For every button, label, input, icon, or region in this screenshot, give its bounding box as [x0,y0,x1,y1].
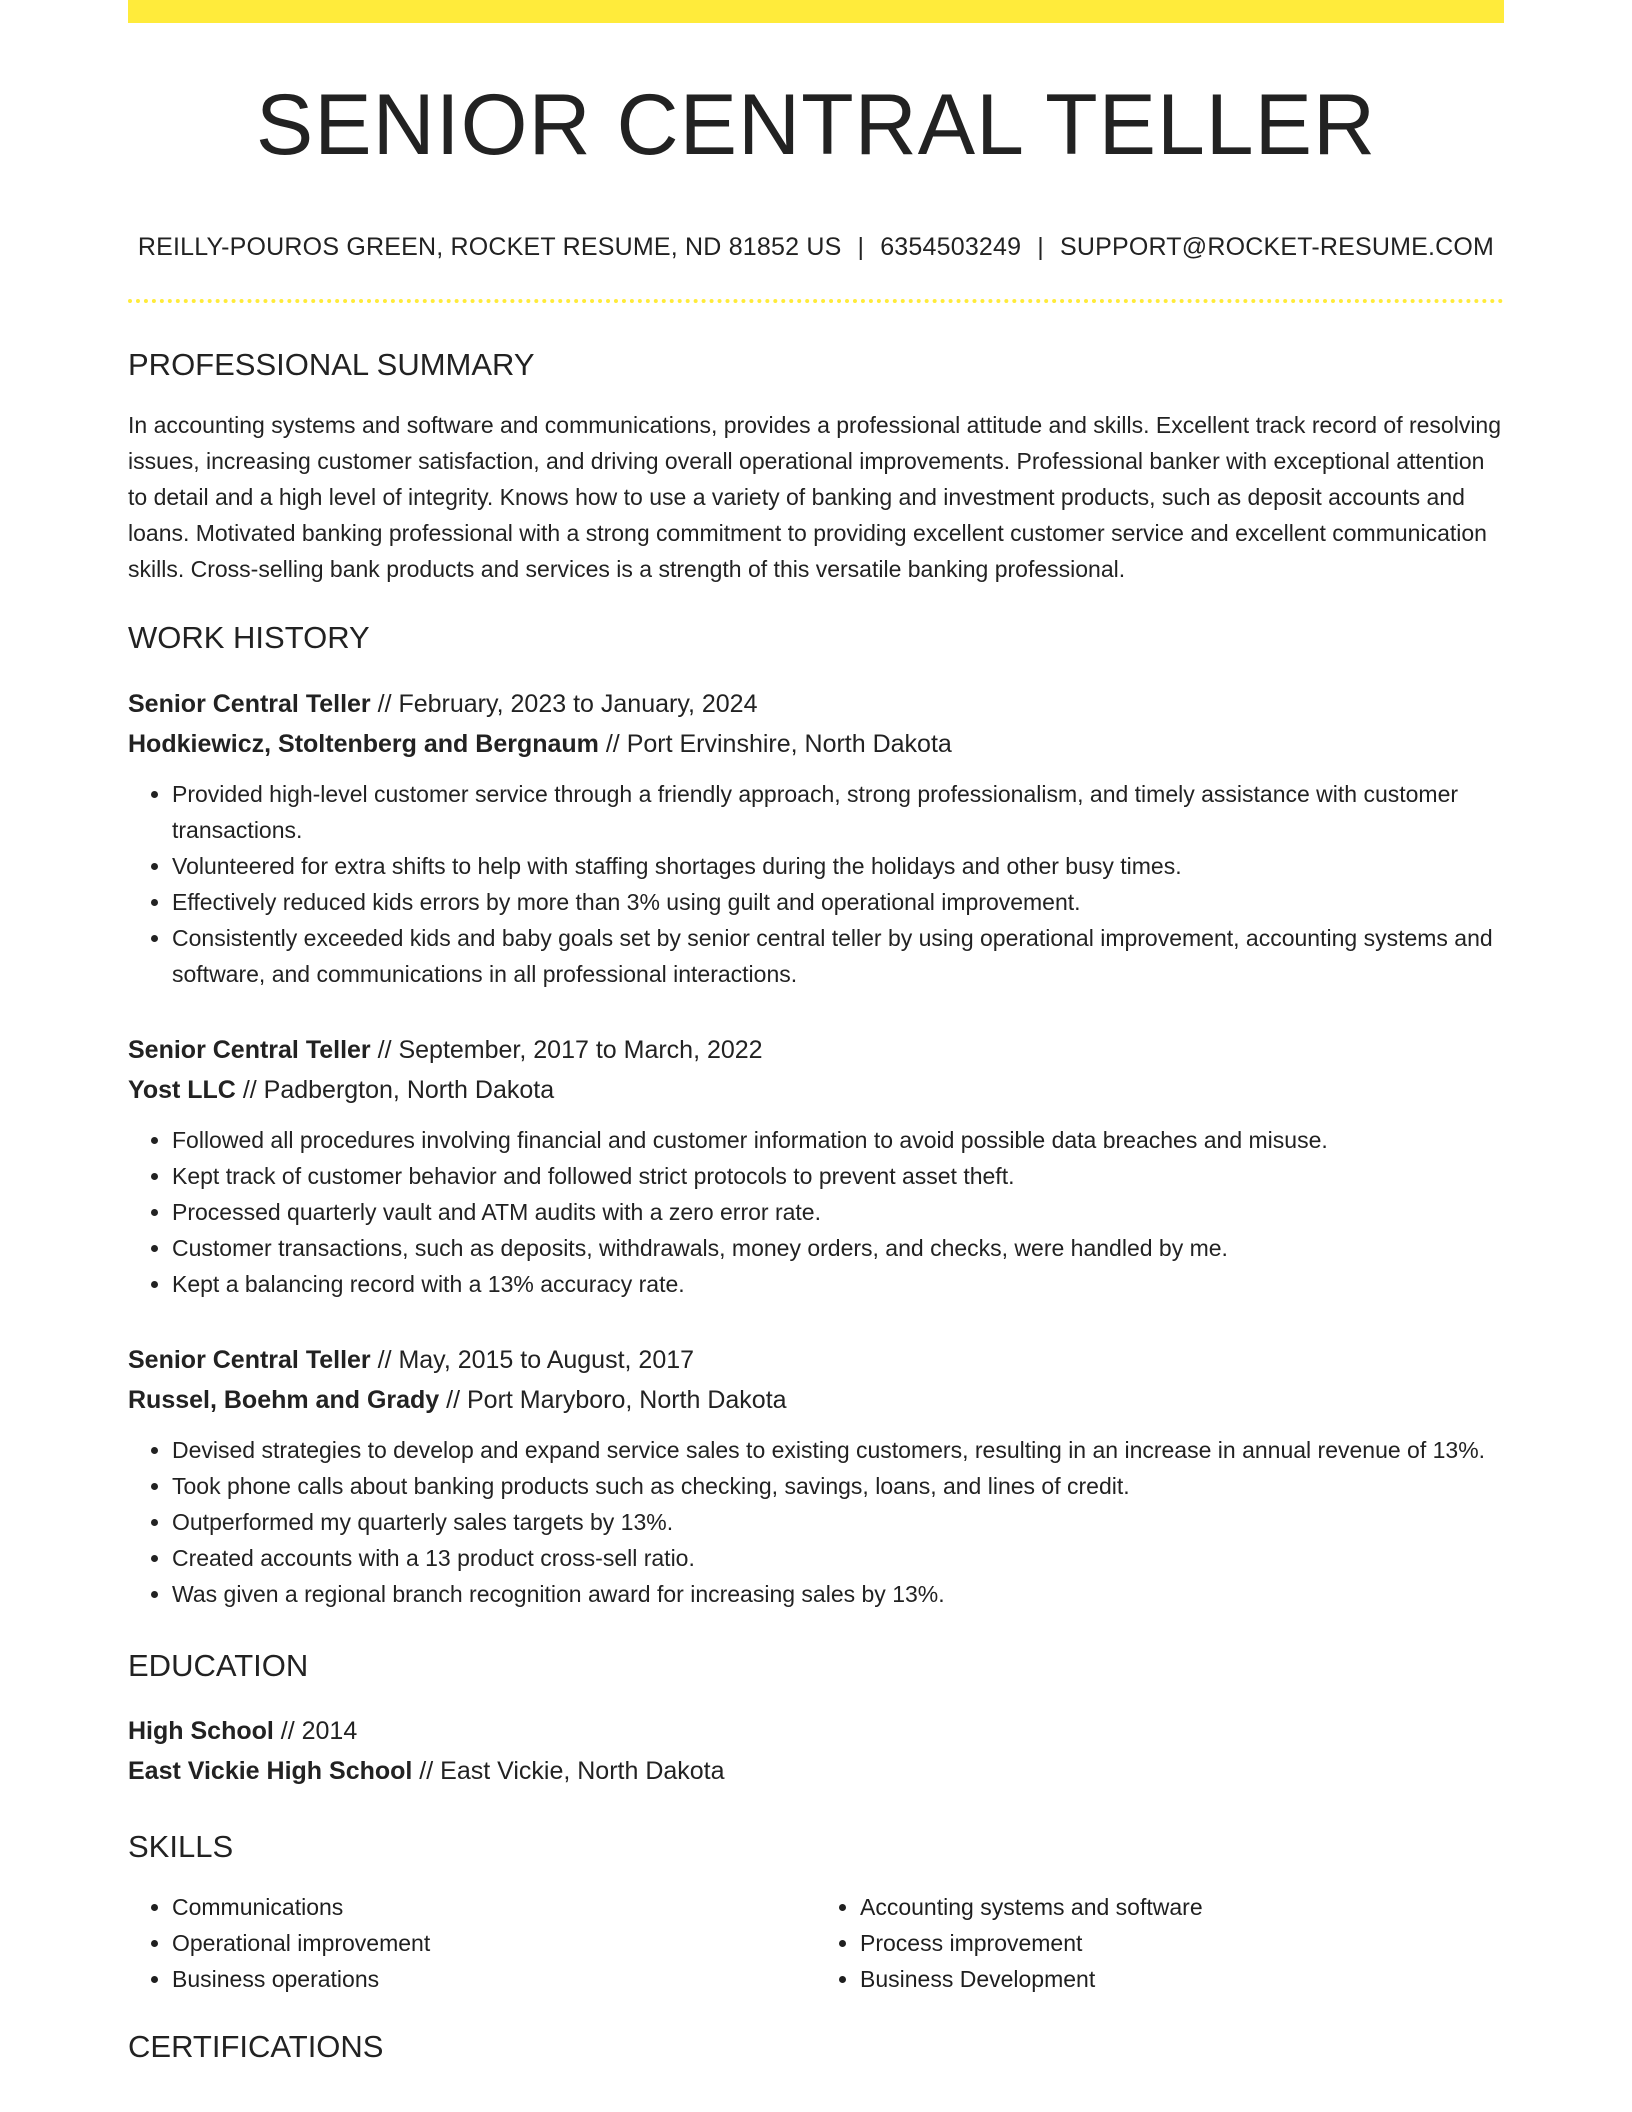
job-bullet: • Took phone calls about banking products such as checking, savings, loans, and lines of credit. [172,1468,1504,1504]
contact-line [128,235,1504,260]
summary-section-title: PROFESSIONAL SUMMARY [128,347,535,382]
education-school: East Vickie High School [128,1757,413,1785]
job-bullets [128,776,1504,992]
job-bullet: • Kept track of customer behavior and followed strict protocols to prevent asset theft. [172,1158,1504,1194]
skill-item: • Business operations [172,1961,816,1997]
job-title-line [128,684,1504,724]
education-location: // East Vickie, North Dakota [412,1757,725,1785]
job-role: Senior Central Teller [128,1346,371,1374]
contact-phone: 6354503249 [880,233,1022,261]
education-year: // 2014 [273,1717,358,1745]
job-bullet: • Consistently exceeded kids and baby goals set by senior central teller by using operational improvement, accounting systems and software, and communications in all professional interactions. [172,920,1504,992]
skills-right-column [816,1889,1504,1997]
job-dates: // May, 2015 to August, 2017 [370,1346,695,1374]
job-bullet: • Volunteered for extra shifts to help with staffing shortages during the holidays and other busy times. [172,848,1504,884]
job-bullet: • Kept a balancing record with a 13% accuracy rate. [172,1266,1504,1302]
job-bullet: • Followed all procedures involving financial and customer information to avoid possible data breaches and misuse. [172,1122,1504,1158]
resume-page [128,0,1504,2062]
job-entry [128,1030,1504,1302]
skills-section-title: SKILLS [128,1829,234,1864]
job-title-line [128,1340,1504,1380]
work-history-section-title: WORK HISTORY [128,620,370,655]
resume-name-heading: SENIOR CENTRAL TELLER [255,77,1377,173]
job-company: Yost LLC [128,1076,236,1104]
job-dates: // September, 2017 to March, 2022 [370,1036,763,1064]
job-location: // Port Maryboro, North Dakota [439,1386,787,1414]
education-entry [128,1711,1504,1791]
skill-item: • Process improvement [860,1925,1504,1961]
job-bullet: • Processed quarterly vault and ATM audits with a zero error rate. [172,1194,1504,1230]
summary-text: In accounting systems and software and communications, provides a professional attitude and skills. Excellent track record of resolving issues, increasing customer satisfaction, and driving overall operational improvements. Professional banker with exceptional attention to detail and a high level of integrity. Knows how to use a variety of banking and investment products, such as deposit accounts and loans. Motivated banking professional with a strong commitment to providing excellent customer service and excellent communication skills. Cross-selling bank products and services is a strength of this versatile banking professional. [128,412,1502,582]
job-dates: // February, 2023 to January, 2024 [370,690,758,718]
skill-item: • Business Development [860,1961,1504,1997]
skill-item: • Operational improvement [172,1925,816,1961]
job-role: Senior Central Teller [128,690,371,718]
header-divider [128,299,1504,303]
job-bullet: • Provided high-level customer service through a friendly approach, strong professionalism, and timely assistance with customer transactions. [172,776,1504,848]
job-location: // Port Ervinshire, North Dakota [598,730,952,758]
contact-separator: | [857,233,865,261]
education-degree: High School [128,1717,274,1745]
job-bullet: • Effectively reduced kids errors by more than 3% using guilt and operational improvement. [172,884,1504,920]
skills-columns [128,1889,1504,1997]
skills-left-column [128,1889,816,1997]
job-company-line [128,1070,1504,1110]
job-bullets [128,1122,1504,1302]
skill-item: • Communications [172,1889,816,1925]
job-entry [128,1340,1504,1612]
education-section-title: EDUCATION [128,1648,309,1683]
job-bullet: • Outperformed my quarterly sales targets by 13%. [172,1504,1504,1540]
job-bullet: • Created accounts with a 13 product cross-sell ratio. [172,1540,1504,1576]
contact-separator: | [1037,233,1044,261]
certifications-section-title: CERTIFICATIONS [128,2029,384,2064]
accent-top-bar [128,0,1504,23]
job-company: Hodkiewicz, Stoltenberg and Bergnaum [128,730,599,758]
job-bullet: • Customer transactions, such as deposits, withdrawals, money orders, and checks, were handled by me. [172,1230,1504,1266]
contact-email: SUPPORT@ROCKET-RESUME.COM [1059,233,1495,261]
job-bullet: • Was given a regional branch recognition award for increasing sales by 13%. [172,1576,1504,1612]
job-bullets [128,1432,1504,1612]
skill-item: • Accounting systems and software [860,1889,1504,1925]
job-company-line [128,724,1504,764]
job-title-line [128,1030,1504,1070]
job-company-line [128,1380,1504,1420]
job-role: Senior Central Teller [128,1036,371,1064]
education-school-line [128,1751,1504,1791]
job-location: // Padbergton, North Dakota [235,1076,555,1104]
job-bullet: • Devised strategies to develop and expand service sales to existing customers, resulting in an increase in annual revenue of 13%. [172,1432,1504,1468]
education-degree-line [128,1711,1504,1751]
contact-address: REILLY-POUROS GREEN, ROCKET RESUME, ND 81852 US [137,233,842,261]
job-entry [128,684,1504,992]
job-company: Russel, Boehm and Grady [128,1386,440,1414]
